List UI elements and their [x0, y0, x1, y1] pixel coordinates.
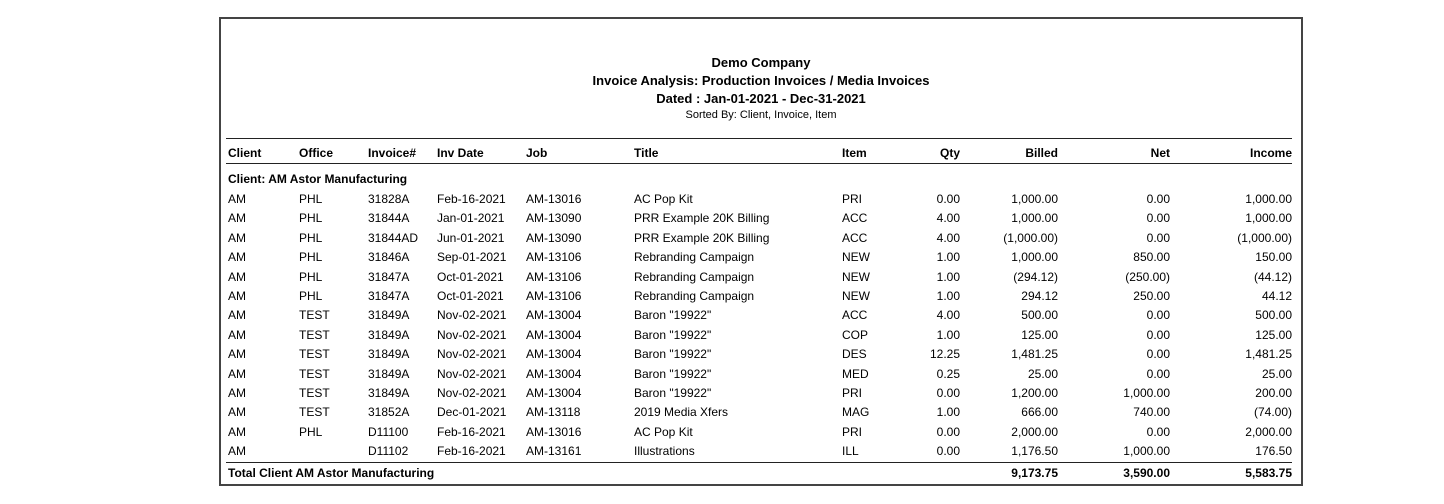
cell-office: PHL — [299, 230, 323, 245]
cell-income: (44.12) — [1253, 269, 1292, 284]
cell-income: 200.00 — [1255, 386, 1292, 400]
cell-invoice: 31849A — [368, 366, 410, 381]
cell-item: MED — [842, 366, 869, 381]
cell-item: PRI — [842, 192, 863, 206]
col-billed: Billed — [1025, 146, 1058, 160]
table-row — [226, 287, 1292, 306]
cell-qty: 1.00 — [936, 250, 960, 265]
client-group-label: Client: AM Astor Manufacturing — [228, 172, 408, 186]
cell-income: 1,481.25 — [1245, 347, 1292, 362]
cell-item: ACC — [842, 230, 868, 245]
cell-net: 740.00 — [1133, 405, 1170, 420]
cell-title: AC Pop Kit — [634, 424, 693, 439]
cell-job: AM-13016 — [526, 424, 582, 439]
total-net: 3,590.00 — [1123, 466, 1170, 480]
table-row — [226, 326, 1292, 345]
cell-qty: 4.00 — [936, 230, 960, 245]
cell-client: AM — [228, 250, 246, 265]
cell-job: AM-13161 — [526, 444, 582, 459]
cell-client: AM — [228, 192, 246, 206]
cell-billed: 1,000.00 — [1011, 211, 1058, 226]
cell-billed: (294.12) — [1013, 269, 1058, 284]
cell-client: AM — [228, 347, 246, 362]
cell-item: COP — [842, 327, 869, 342]
col-invoice: Invoice# — [368, 146, 417, 160]
client-total-row — [226, 464, 1292, 483]
invoice-report — [219, 17, 1303, 486]
cell-job: AM-13016 — [526, 192, 582, 206]
cell-job: AM-13106 — [526, 269, 582, 284]
cell-office: TEST — [299, 308, 330, 323]
cell-client: AM — [228, 211, 246, 226]
cell-inv-date: Oct-01-2021 — [437, 289, 504, 303]
sort-order: Sorted By: Client, Invoice, Item — [685, 109, 837, 121]
cell-qty: 4.00 — [936, 211, 960, 226]
cell-job: AM-13004 — [526, 327, 582, 342]
cell-invoice: D11100 — [368, 424, 409, 439]
cell-job: AM-13004 — [526, 347, 582, 362]
cell-billed: 1,200.00 — [1011, 386, 1058, 400]
cell-invoice: 31847A — [368, 269, 410, 284]
cell-qty: 0.00 — [936, 424, 960, 439]
table-row — [226, 423, 1292, 442]
col-title: Title — [634, 146, 659, 160]
cell-client: AM — [228, 289, 246, 303]
cell-billed: 1,000.00 — [1011, 192, 1058, 206]
table-row — [226, 268, 1292, 287]
cell-inv-date: Feb-16-2021 — [437, 424, 506, 439]
cell-billed: 2,000.00 — [1011, 424, 1058, 439]
company-name: Demo Company — [711, 55, 811, 70]
cell-net: 850.00 — [1133, 250, 1170, 265]
cell-net: 1,000.00 — [1123, 386, 1170, 400]
table-row — [226, 190, 1292, 209]
cell-title: Rebranding Campaign — [634, 289, 755, 303]
cell-income: (74.00) — [1253, 405, 1292, 420]
cell-inv-date: Sep-01-2021 — [437, 250, 507, 265]
cell-income: 150.00 — [1255, 250, 1292, 265]
cell-inv-date: Nov-02-2021 — [437, 386, 507, 400]
cell-inv-date: Dec-01-2021 — [437, 405, 507, 420]
cell-office: PHL — [299, 192, 323, 206]
header-top-rule — [226, 138, 1292, 139]
cell-invoice: 31849A — [368, 308, 410, 323]
cell-net: 0.00 — [1146, 327, 1170, 342]
cell-title: Baron "19922" — [634, 347, 712, 362]
table-row — [226, 306, 1292, 325]
cell-office: PHL — [299, 269, 323, 284]
table-row — [226, 384, 1292, 403]
total-income: 5,583.75 — [1245, 466, 1292, 480]
cell-office: PHL — [299, 250, 323, 265]
cell-invoice: 31849A — [368, 386, 410, 400]
cell-inv-date: Nov-02-2021 — [437, 347, 507, 362]
cell-qty: 1.00 — [936, 269, 960, 284]
cell-qty: 1.00 — [936, 289, 960, 303]
cell-inv-date: Nov-02-2021 — [437, 308, 507, 323]
cell-item: MAG — [842, 405, 870, 420]
cell-title: Baron "19922" — [634, 327, 712, 342]
col-job: Job — [526, 146, 548, 160]
cell-title: Rebranding Campaign — [634, 269, 755, 284]
cell-invoice: 31852A — [368, 405, 410, 420]
cell-item: ILL — [842, 444, 859, 459]
table-row — [226, 442, 1292, 461]
cell-title: 2019 Media Xfers — [634, 405, 729, 420]
cell-client: AM — [228, 386, 246, 400]
cell-invoice: 31828A — [368, 192, 410, 206]
header-bottom-rule — [226, 163, 1292, 164]
table-row — [226, 209, 1292, 228]
cell-invoice: 31844A — [368, 211, 410, 226]
cell-office: TEST — [299, 366, 330, 381]
cell-client: AM — [228, 308, 246, 323]
col-inv-date: Inv Date — [437, 146, 484, 160]
cell-title: Baron "19922" — [634, 308, 712, 323]
table-header — [226, 144, 1292, 163]
cell-qty: 0.00 — [936, 192, 960, 206]
date-range: Dated : Jan-01-2021 - Dec-31-2021 — [656, 91, 866, 106]
cell-net: 250.00 — [1133, 289, 1170, 303]
cell-net: 0.00 — [1146, 211, 1170, 226]
cell-net: 0.00 — [1146, 192, 1170, 206]
cell-client: AM — [228, 269, 246, 284]
cell-invoice: 31849A — [368, 327, 410, 342]
cell-net: 0.00 — [1146, 347, 1170, 362]
cell-invoice: 31849A — [368, 347, 410, 362]
cell-income: (1,000.00) — [1237, 230, 1292, 245]
table-row — [226, 248, 1292, 267]
col-office: Office — [299, 146, 334, 160]
total-rule — [226, 462, 1292, 463]
cell-office: PHL — [299, 289, 323, 303]
cell-inv-date: Feb-16-2021 — [437, 444, 506, 459]
table-row — [226, 365, 1292, 384]
table-row — [226, 403, 1292, 422]
cell-item: ACC — [842, 211, 868, 226]
cell-invoice: 31847A — [368, 289, 410, 303]
cell-job: AM-13118 — [526, 405, 581, 420]
cell-inv-date: Jun-01-2021 — [437, 230, 505, 245]
cell-inv-date: Oct-01-2021 — [437, 269, 504, 284]
cell-job: AM-13106 — [526, 250, 582, 265]
cell-job: AM-13004 — [526, 366, 582, 381]
cell-item: NEW — [842, 289, 870, 303]
table-row — [226, 229, 1292, 248]
total-billed: 9,173.75 — [1011, 466, 1058, 480]
col-income: Income — [1249, 146, 1292, 160]
cell-income: 125.00 — [1255, 327, 1292, 342]
cell-qty: 0.00 — [936, 386, 960, 400]
cell-billed: (1,000.00) — [1003, 230, 1058, 245]
cell-net: 0.00 — [1146, 308, 1170, 323]
table-row — [226, 345, 1292, 364]
col-item: Item — [842, 146, 867, 160]
cell-net: 0.00 — [1146, 366, 1170, 381]
cell-item: PRI — [842, 386, 863, 400]
cell-client: AM — [228, 424, 246, 439]
cell-client: AM — [228, 405, 246, 420]
cell-income: 25.00 — [1261, 366, 1292, 381]
client-group-header — [226, 170, 1292, 189]
cell-qty: 1.00 — [936, 327, 960, 342]
cell-billed: 1,176.50 — [1011, 444, 1058, 459]
cell-income: 176.50 — [1255, 444, 1292, 459]
cell-inv-date: Nov-02-2021 — [437, 327, 507, 342]
cell-job: AM-13090 — [526, 230, 582, 245]
cell-title: Baron "19922" — [634, 386, 712, 400]
cell-job: AM-13090 — [526, 211, 582, 226]
cell-billed: 294.12 — [1021, 289, 1058, 303]
cell-job: AM-13106 — [526, 289, 582, 303]
cell-client: AM — [228, 366, 246, 381]
cell-income: 2,000.00 — [1245, 424, 1292, 439]
cell-qty: 12.25 — [929, 347, 960, 362]
cell-net: 1,000.00 — [1123, 444, 1170, 459]
cell-item: DES — [842, 347, 867, 362]
cell-net: 0.00 — [1146, 230, 1170, 245]
cell-qty: 0.25 — [936, 366, 960, 381]
cell-item: NEW — [842, 250, 870, 265]
cell-qty: 1.00 — [936, 405, 960, 420]
cell-billed: 1,481.25 — [1011, 347, 1058, 362]
cell-item: NEW — [842, 269, 870, 284]
cell-invoice: 31846A — [368, 250, 410, 265]
cell-job: AM-13004 — [526, 308, 582, 323]
cell-billed: 500.00 — [1021, 308, 1058, 323]
col-qty: Qty — [939, 146, 960, 160]
cell-client: AM — [228, 327, 246, 342]
cell-title: Baron "19922" — [634, 366, 712, 381]
cell-income: 1,000.00 — [1245, 211, 1292, 226]
cell-net: 0.00 — [1146, 424, 1170, 439]
cell-office: TEST — [299, 327, 330, 342]
cell-office: TEST — [299, 405, 330, 420]
cell-income: 1,000.00 — [1245, 192, 1292, 206]
cell-income: 44.12 — [1261, 289, 1292, 303]
cell-office: TEST — [299, 386, 330, 400]
cell-billed: 1,000.00 — [1011, 250, 1058, 265]
cell-net: (250.00) — [1125, 269, 1170, 284]
cell-billed: 125.00 — [1021, 327, 1058, 342]
cell-job: AM-13004 — [526, 386, 582, 400]
col-client: Client — [228, 146, 262, 160]
cell-client: AM — [228, 444, 246, 459]
cell-title: Rebranding Campaign — [634, 250, 755, 265]
cell-client: AM — [228, 230, 246, 245]
cell-title: AC Pop Kit — [634, 192, 693, 206]
col-net: Net — [1150, 146, 1170, 160]
cell-office: PHL — [299, 424, 323, 439]
cell-billed: 25.00 — [1027, 366, 1058, 381]
cell-item: ACC — [842, 308, 868, 323]
cell-income: 500.00 — [1255, 308, 1292, 323]
cell-invoice: 31844AD — [368, 230, 419, 245]
cell-billed: 666.00 — [1021, 405, 1058, 420]
cell-item: PRI — [842, 424, 863, 439]
report-title: Invoice Analysis: Production Invoices / Media Invoices — [592, 73, 930, 88]
cell-title: Illustrations — [634, 444, 695, 459]
cell-qty: 0.00 — [936, 444, 960, 459]
cell-inv-date: Feb-16-2021 — [437, 192, 506, 206]
cell-office: PHL — [299, 211, 323, 226]
cell-office: TEST — [299, 347, 330, 362]
cell-invoice: D11102 — [368, 444, 409, 459]
cell-inv-date: Nov-02-2021 — [437, 366, 507, 381]
cell-title: PRR Example 20K Billing — [634, 211, 770, 226]
cell-title: PRR Example 20K Billing — [634, 230, 770, 245]
cell-inv-date: Jan-01-2021 — [437, 211, 505, 226]
cell-qty: 4.00 — [936, 308, 960, 323]
total-label: Total Client AM Astor Manufacturing — [228, 466, 435, 480]
